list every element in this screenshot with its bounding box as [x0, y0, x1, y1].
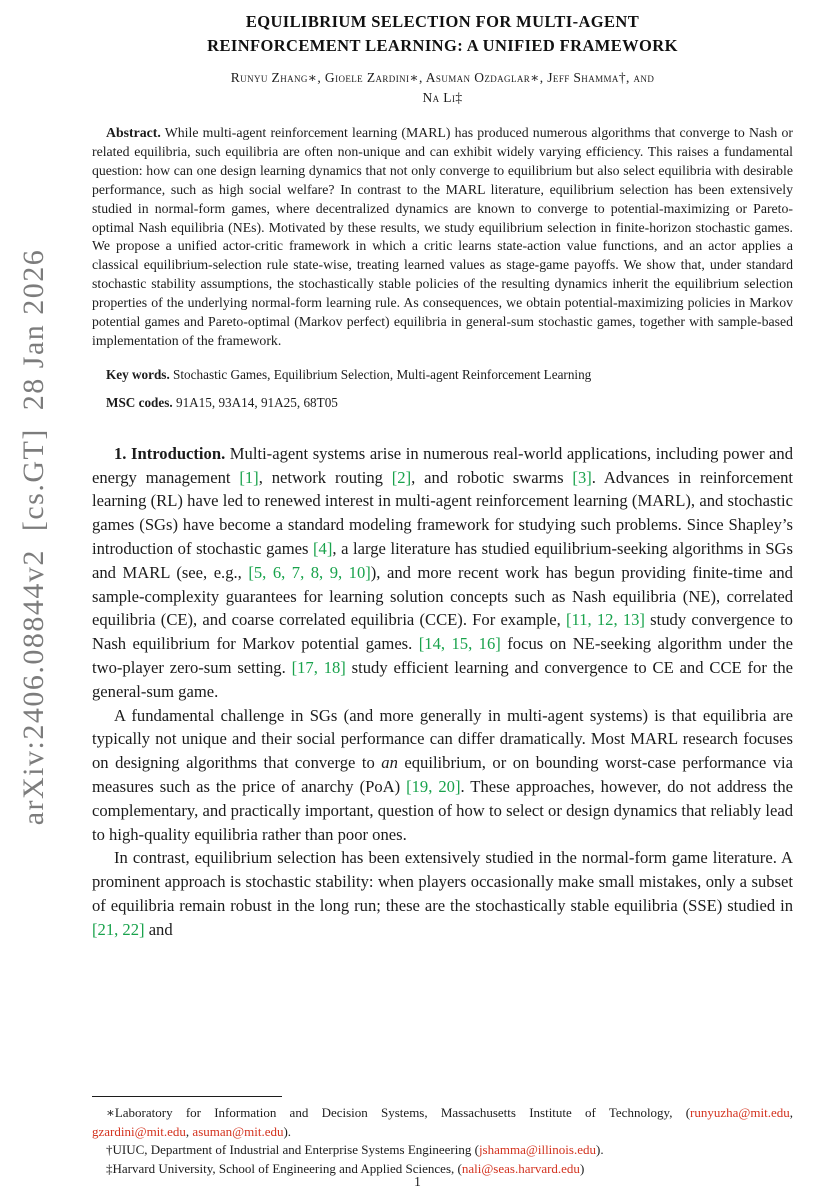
introduction-paragraph-3 [92, 846, 793, 941]
text-segment: . Advances in reinforcement learning (RL) have led to renewed interest in multi-agent reinforcement learning (MARL), and stochastic games (SGs) have become a standard modeling framework for studying such problems. Since Shapley’s introduction of stochastic games [92, 467, 794, 559]
introduction-paragraph-1 [92, 442, 793, 704]
citation-link[interactable]: [19, 20] [406, 777, 461, 797]
text-segment: , and robotic swarms [411, 467, 573, 487]
text-segment: ). [595, 1142, 604, 1158]
text-segment: ∗Laboratory for Information and Decision Systems, Massachusetts Institute of Technology, ( [106, 1105, 691, 1120]
authors-line1: Runyu Zhang∗, Gioele Zardini∗, Asuman Ozdaglar∗, Jeff Shamma†, and [230, 70, 655, 85]
introduction-paragraph-2 [92, 704, 793, 847]
email-link[interactable]: nali@seas.harvard.edu [461, 1160, 580, 1176]
email-link[interactable]: gzardini@mit.edu [92, 1123, 186, 1139]
msc-text: 91A15, 93A14, 91A25, 68T05 [175, 394, 338, 410]
text-segment: Multi-agent systems arise in numerous real-world applications, including power and energy management [92, 443, 793, 487]
keywords-text: Stochastic Games, Equilibrium Selection, Multi-agent Reinforcement Learning [173, 366, 592, 382]
abstract-label: Abstract. [106, 125, 161, 140]
text-segment: ) [579, 1160, 585, 1176]
footnote-block [92, 1096, 793, 1178]
msc-label: MSC codes. [106, 394, 173, 410]
text-segment: study convergence to Nash equilibrium for Markov potential games. [92, 610, 793, 654]
text-segment: equilibrium, or on bounding worst-case performance via measures such as the price of anarchy (PoA) [92, 753, 794, 797]
citation-link[interactable]: [3] [572, 467, 592, 487]
citation-link[interactable]: [4] [313, 539, 333, 559]
paper-title-line2: REINFORCEMENT LEARNING: A UNIFIED FRAMEWORK [207, 36, 678, 55]
paper-title [92, 10, 793, 58]
email-link[interactable]: asuman@mit.edu [192, 1123, 284, 1139]
text-segment: ). [283, 1123, 292, 1139]
email-link[interactable]: jshamma@illinois.edu [478, 1142, 596, 1158]
arxiv-watermark: arXiv:2406.08844v2 [cs.GT] 28 Jan 2026 [17, 248, 50, 826]
text-segment: , [789, 1105, 793, 1120]
page-number: 1 [414, 1174, 421, 1189]
author-list [92, 68, 793, 108]
keywords-label: Key words. [106, 366, 170, 382]
msc-codes-line [92, 393, 793, 412]
citation-link[interactable]: [21, 22] [92, 919, 145, 939]
text-segment: , [185, 1123, 193, 1139]
authors-line2: Na Li‡ [422, 90, 463, 105]
text-segment: †UIUC, Department of Industrial and Enterprise Systems Engineering ( [106, 1142, 479, 1158]
text-segment: A fundamental challenge in SGs (and more generally in multi-agent systems) is that equilibria are typically not unique and their social performance can differ dramatically. Most MARL research focuses on designing algorithms that converge to [92, 705, 793, 773]
paper-content [92, 10, 793, 942]
text-segment: ‡Harvard University, School of Engineering and Applied Sciences, ( [106, 1160, 462, 1176]
text-segment: , network routing [258, 467, 392, 487]
citation-link[interactable]: [14, 15, 16] [418, 634, 501, 654]
text-segment: focus on NE-seeking algorithm under the two-player zero-sum setting. [92, 634, 793, 678]
paragraph-text [92, 444, 793, 701]
text-segment: . These approaches, however, do not address the complementary, and practically important, question of how to select or design dynamics that reliably lead to high-quality equilibria rather than poor ones. [92, 777, 793, 844]
section-heading-introduction: 1. Introduction. [114, 443, 226, 463]
text-segment: and [144, 919, 173, 939]
citation-link[interactable]: [5, 6, 7, 8, 9, 10] [248, 562, 371, 582]
paper-title-line1: EQUILIBRIUM SELECTION FOR MULTI-AGENT [245, 12, 640, 31]
text-segment: , a large literature has studied equilibrium-seeking algorithms in SGs and MARL (see, e.g., [92, 539, 793, 582]
citation-link[interactable]: [17, 18] [291, 658, 346, 678]
citation-link[interactable]: [11, 12, 13] [566, 610, 645, 630]
footnote-affiliation-2 [92, 1141, 793, 1160]
footnote-rule [92, 1096, 282, 1097]
text-segment: study efficient learning and convergence to CE and CCE for the general-sum game. [92, 658, 793, 701]
citation-link[interactable]: [2] [391, 467, 412, 487]
abstract-text: While multi-agent reinforcement learning (MARL) has produced numerous algorithms that converge to Nash or related equilibria, such equilibria are often non-unique and can exhibit widely varying efficiency. This raises a fundamental question: how can one design learning dynamics that not only converge to equilibrium but also select equilibria with desirable performance, such as high social welfare? In contrast to the MARL literature, equilibrium selection has been extensively studied in normal-form games, where decentralized dynamics are known to converge to potential-maximizing or Pareto-optimal Nash equilibria (NEs). Motivated by these results, we study equilibrium selection in finite-horizon stochastic games. We propose a unified actor-critic framework in which a critic learns state-action value functions, and an actor applies a classical equilibrium-selection rule state-wise, treating learned values as stage-game payoffs. We show that, under standard stochastic stability assumptions, the stochastically stable policies of the resulting dynamics inherit the equilibrium selection properties of the underlying normal-form learning rule. As consequences, we obtain potential-maximizing policies in Markov potential games and Pareto-optimal (Markov perfect) equilibria in general-sum stochastic games, together with sample-based implementation of the framework. [92, 125, 793, 348]
keywords-line [92, 365, 793, 384]
text-segment: In contrast, equilibrium selection has been extensively studied in the normal-form game literature. A prominent approach is stochastic stability: when players occasionally make small mistakes, only a subset of equilibria remain robust in the long run; these are the stochastically stable equilibria (SSE) studied in [92, 848, 793, 916]
footnote-affiliation-1 [92, 1104, 793, 1141]
emphasis-text: an [381, 753, 398, 773]
citation-link[interactable]: [1] [239, 467, 259, 487]
email-link[interactable]: runyuzha@mit.edu [690, 1105, 790, 1120]
text-segment: ), and more recent work has begun providing finite-time and sample-complexity guarantees for learning solution concepts such as Nash equilibria (NE), correlated equilibria (CE), and coarse correlated equilibria (CCE). For example, [92, 562, 793, 630]
abstract [92, 124, 793, 351]
